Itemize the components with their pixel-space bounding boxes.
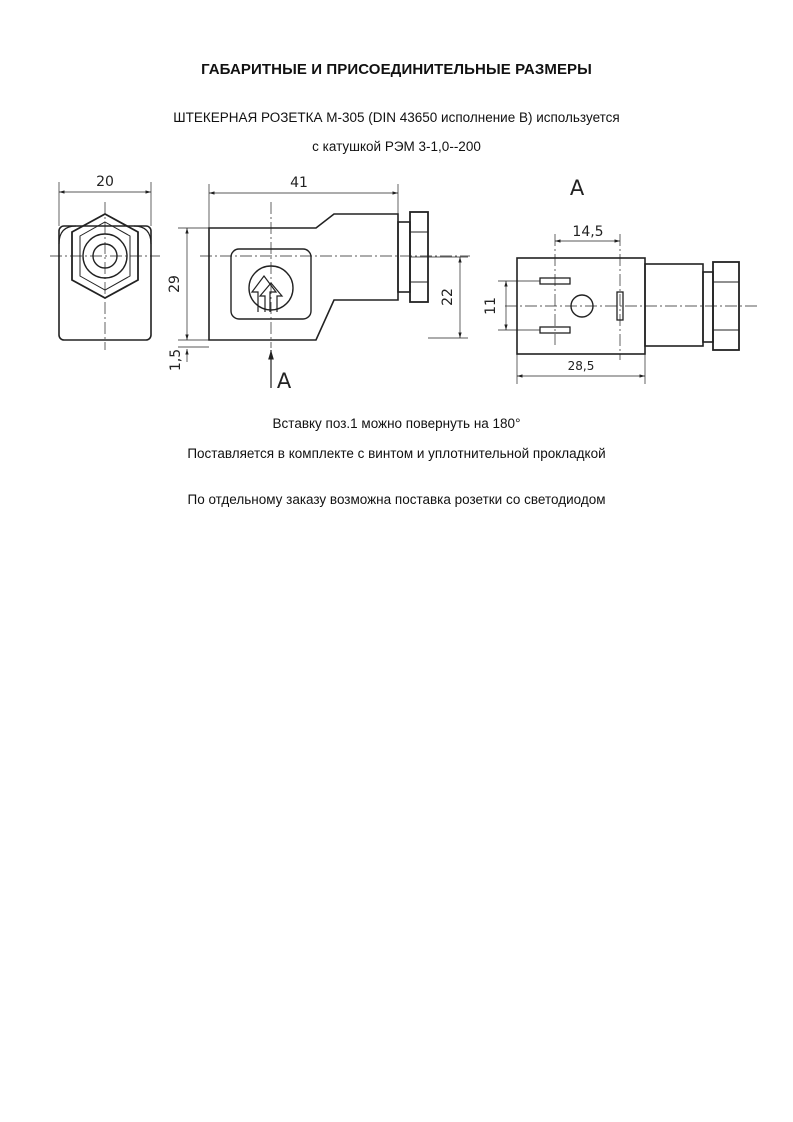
dim-side-length: 41: [290, 175, 308, 191]
subtitle-line-1: ШТЕКЕРНАЯ РОЗЕТКА М-305 (DIN 43650 исполнение В) используется: [173, 110, 620, 125]
dim-front-width: 20: [96, 174, 114, 190]
subtitle-line-2: с катушкой РЭМ 3-1,0--200: [312, 139, 481, 154]
view-arrow-label: А: [276, 369, 292, 393]
front-view: [50, 182, 160, 350]
view-a-title: А: [569, 176, 585, 200]
page-title: ГАБАРИТНЫЕ И ПРИСОЕДИНИТЕЛЬНЫЕ РАЗМЕРЫ: [201, 61, 592, 78]
dim-view-a-length: 28,5: [567, 359, 595, 373]
technical-drawing: [0, 160, 793, 400]
dim-nut-height: 22: [440, 288, 456, 306]
note-led-option: По отдельному заказу возможна поставка розетки со светодиодом: [187, 492, 606, 507]
dim-pin-spacing-vertical: 11: [483, 297, 499, 315]
note-delivery-set: Поставляется в комплекте с винтом и уплотнительной прокладкой: [187, 446, 606, 461]
view-a: [498, 234, 760, 384]
dim-side-height: 29: [167, 275, 183, 293]
side-view: [178, 184, 470, 388]
dim-pin-spacing-horizontal: 14,5: [572, 224, 604, 240]
note-rotate-insert: Вставку поз.1 можно повернуть на 180°: [272, 416, 521, 431]
dim-base-offset: 1,5: [168, 348, 184, 372]
